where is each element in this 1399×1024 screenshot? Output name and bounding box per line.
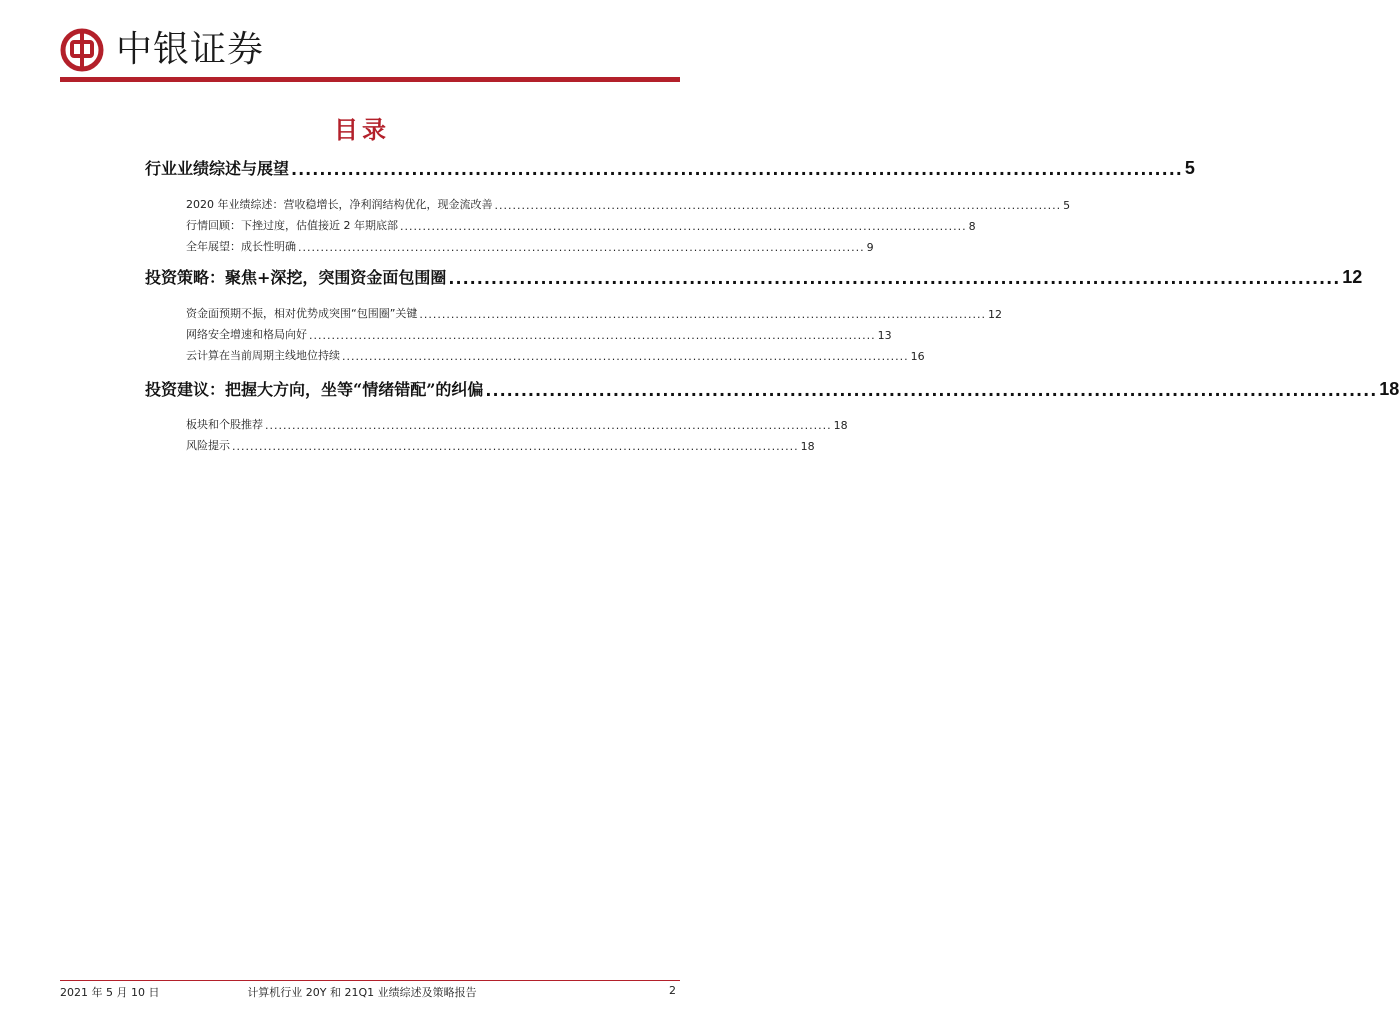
toc-label: 行情回顾：下挫过度，估值接近 2 年期底部 <box>186 219 398 232</box>
toc-page: 9 <box>866 241 874 254</box>
toc-leader: .............................................................................................................................. <box>448 269 1341 288</box>
toc-page: 18 <box>1379 379 1399 399</box>
toc-leader: .............................................................................................................................. <box>265 419 832 432</box>
toc-entry[interactable] <box>186 196 1071 212</box>
toc-leader: .............................................................................................................................. <box>309 329 876 342</box>
toc-entry[interactable] <box>186 437 815 453</box>
toc-entry[interactable] <box>186 347 925 363</box>
toc-leader: .............................................................................................................................. <box>298 241 865 254</box>
toc-section[interactable] <box>145 377 1399 400</box>
toc-section[interactable] <box>145 156 1195 179</box>
header-rule <box>60 77 680 82</box>
toc-page: 18 <box>800 440 815 453</box>
toc-page: 12 <box>1342 267 1363 287</box>
toc-page: 13 <box>877 329 892 342</box>
bank-of-china-logo-icon <box>60 28 104 72</box>
toc-page: 16 <box>910 350 925 363</box>
toc-label: 板块和个股推荐 <box>186 418 263 431</box>
toc-label: 云计算在当前周期主线地位持续 <box>186 349 340 362</box>
toc-page: 18 <box>833 419 848 432</box>
toc-leader: .............................................................................................................................. <box>485 381 1378 400</box>
toc-section[interactable] <box>145 265 1363 288</box>
toc-page: 5 <box>1063 199 1071 212</box>
footer-rule <box>60 980 680 981</box>
toc-label: 资金面预期不振，相对优势成突围“包围圈”关键 <box>186 307 418 320</box>
footer-date: 2021 年 5 月 10 日 <box>60 986 160 999</box>
toc-entry[interactable] <box>186 305 1002 321</box>
toc-leader: .............................................................................................................................. <box>494 199 1062 212</box>
toc-label: 行业业绩综述与展望 <box>145 159 290 178</box>
toc-entry[interactable] <box>186 217 976 233</box>
toc-entry[interactable] <box>186 326 892 342</box>
header <box>60 28 680 72</box>
toc-leader: .............................................................................................................................. <box>419 308 986 321</box>
toc-page: 8 <box>968 220 976 233</box>
footer-page-number: 2 <box>669 984 676 997</box>
toc-leader: .............................................................................................................................. <box>291 160 1183 179</box>
toc-leader: .............................................................................................................................. <box>400 220 967 233</box>
toc-label: 风险提示 <box>186 439 230 452</box>
page-title: 目录 <box>334 115 390 144</box>
footer-report-title: 计算机行业 20Y 和 21Q1 业绩综述及策略报告 <box>247 986 477 999</box>
toc-leader: .............................................................................................................................. <box>342 350 909 363</box>
toc-label: 2020 年业绩综述：营收稳增长，净利润结构优化，现金流改善 <box>186 198 493 211</box>
brand-name: 中银证券 <box>116 29 265 70</box>
toc-entry[interactable] <box>186 416 848 432</box>
toc-label: 投资建议：把握大方向，坐等“情绪错配”的纠偏 <box>145 380 484 399</box>
toc-label: 全年展望：成长性明确 <box>186 240 296 253</box>
toc-leader: .............................................................................................................................. <box>232 440 799 453</box>
toc-label: 网络安全增速和格局向好 <box>186 328 307 341</box>
toc-entry[interactable] <box>186 238 874 254</box>
toc-page: 5 <box>1184 158 1195 178</box>
toc-page: 12 <box>987 308 1002 321</box>
toc-label: 投资策略：聚焦+深挖，突围资金面包围圈 <box>145 268 447 287</box>
